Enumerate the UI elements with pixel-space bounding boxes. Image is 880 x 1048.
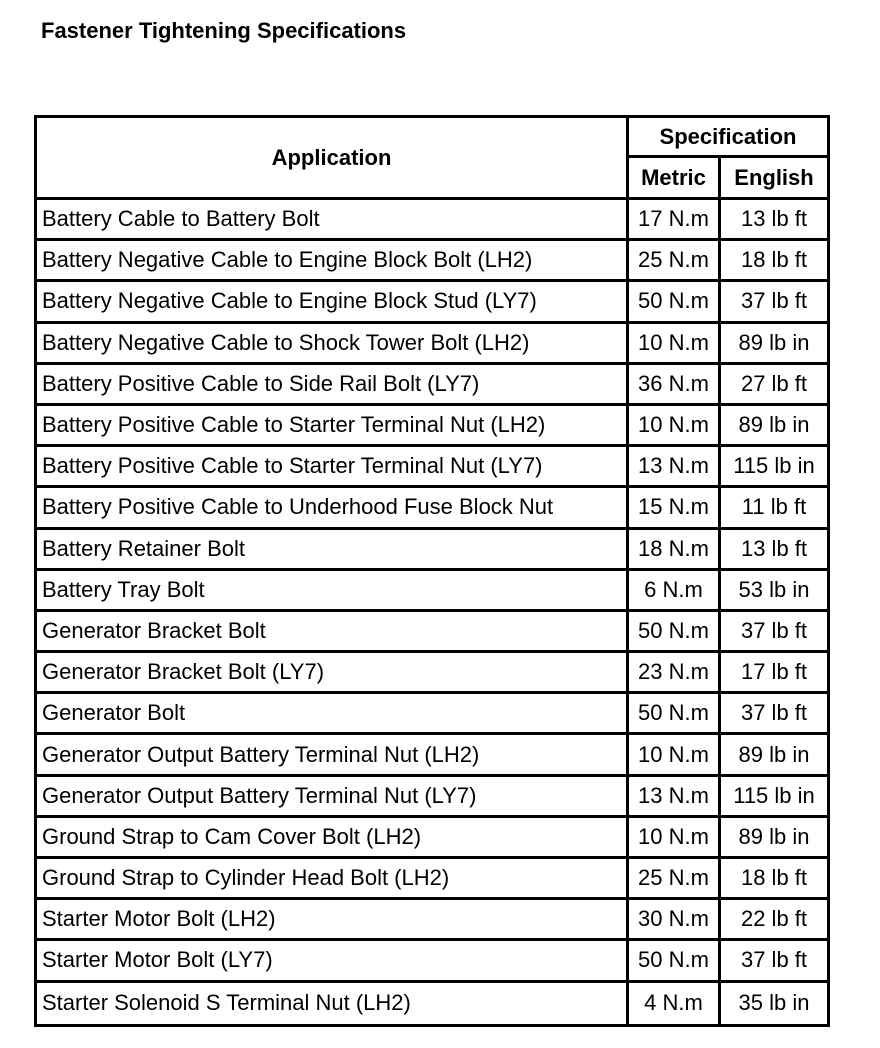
- table-row: [37, 200, 827, 241]
- cell-application: Battery Retainer Bolt: [37, 530, 629, 568]
- cell-metric: 10 N.m: [629, 324, 721, 362]
- cell-english: 37 lb ft: [740, 947, 808, 973]
- cell-application: Battery Positive Cable to Starter Terminal Nut (LH2): [37, 406, 629, 444]
- unit-headers: [629, 158, 827, 197]
- cell-english: 13 lb ft: [740, 535, 808, 561]
- cell-application: Starter Motor Bolt (LH2): [37, 900, 629, 938]
- table-row: [37, 735, 827, 776]
- cell-english: 37 lb ft: [740, 700, 808, 726]
- cell-english: 18 lb ft: [740, 865, 808, 891]
- cell-application: Battery Positive Cable to Starter Terminal Nut (LY7): [37, 447, 629, 485]
- cell-english: 115 lb in: [733, 782, 815, 808]
- table-row: [37, 282, 827, 323]
- cell-metric: 6 N.m: [629, 571, 721, 609]
- table-row: [37, 241, 827, 282]
- cell-metric: 50 N.m: [629, 282, 721, 320]
- cell-metric: 4 N.m: [629, 983, 721, 1024]
- cell-metric: 25 N.m: [629, 241, 721, 279]
- cell-english: 17 lb ft: [740, 659, 808, 685]
- table-row: [37, 983, 827, 1024]
- cell-application: Battery Cable to Battery Bolt: [37, 200, 629, 238]
- table-row: [37, 694, 827, 735]
- column-header-metric: Metric: [629, 158, 721, 197]
- cell-metric: 18 N.m: [629, 530, 721, 568]
- table-row: [37, 777, 827, 818]
- column-header-english: English: [734, 164, 814, 190]
- cell-metric: 10 N.m: [629, 406, 721, 444]
- cell-metric: 13 N.m: [629, 447, 721, 485]
- cell-english: 115 lb in: [733, 453, 815, 479]
- table-body: [37, 200, 827, 1024]
- cell-application: Starter Motor Bolt (LY7): [37, 941, 629, 979]
- cell-application: Battery Positive Cable to Underhood Fuse Block Nut: [37, 488, 629, 526]
- cell-metric: 30 N.m: [629, 900, 721, 938]
- cell-metric: 50 N.m: [629, 941, 721, 979]
- cell-english: 18 lb ft: [740, 247, 808, 273]
- cell-metric: 50 N.m: [629, 612, 721, 650]
- cell-application: Generator Output Battery Terminal Nut (LY7): [37, 777, 629, 815]
- table-row: [37, 900, 827, 941]
- cell-application: Generator Bolt: [37, 694, 629, 732]
- cell-english: 11 lb ft: [741, 494, 807, 520]
- document-title: Fastener Tightening Specifications: [41, 18, 407, 43]
- cell-application: Battery Tray Bolt: [37, 571, 629, 609]
- table-row: [37, 447, 827, 488]
- cell-metric: 10 N.m: [629, 818, 721, 856]
- table-row: [37, 859, 827, 900]
- table-row: [37, 653, 827, 694]
- cell-english: 53 lb in: [738, 576, 810, 602]
- table-row: [37, 530, 827, 571]
- cell-english: 22 lb ft: [740, 906, 808, 932]
- cell-application: Ground Strap to Cam Cover Bolt (LH2): [37, 818, 629, 856]
- table-row: [37, 488, 827, 529]
- cell-application: Battery Negative Cable to Engine Block Stud (LY7): [37, 282, 629, 320]
- cell-metric: 17 N.m: [629, 200, 721, 238]
- table-row: [37, 406, 827, 447]
- cell-english: 89 lb in: [738, 412, 810, 438]
- cell-english: 37 lb ft: [740, 617, 808, 643]
- cell-english: 27 lb ft: [740, 370, 808, 396]
- cell-application: Generator Bracket Bolt: [37, 612, 629, 650]
- cell-application: Battery Negative Cable to Shock Tower Bolt (LH2): [37, 324, 629, 362]
- table-row: [37, 571, 827, 612]
- cell-application: Generator Bracket Bolt (LY7): [37, 653, 629, 691]
- cell-metric: 15 N.m: [629, 488, 721, 526]
- table-row: [37, 612, 827, 653]
- cell-metric: 23 N.m: [629, 653, 721, 691]
- fastener-spec-table: [34, 115, 830, 1027]
- cell-metric: 50 N.m: [629, 694, 721, 732]
- cell-application: Battery Negative Cable to Engine Block Bolt (LH2): [37, 241, 629, 279]
- cell-metric: 36 N.m: [629, 365, 721, 403]
- cell-english: 89 lb in: [738, 741, 810, 767]
- cell-application: Battery Positive Cable to Side Rail Bolt (LY7): [37, 365, 629, 403]
- column-header-specification: Specification: [629, 118, 827, 158]
- cell-application: Starter Solenoid S Terminal Nut (LH2): [37, 983, 629, 1024]
- cell-english: 13 lb ft: [740, 206, 808, 232]
- cell-metric: 13 N.m: [629, 777, 721, 815]
- cell-metric: 25 N.m: [629, 859, 721, 897]
- table-row: [37, 818, 827, 859]
- table-row: [37, 324, 827, 365]
- cell-english: 37 lb ft: [740, 288, 808, 314]
- table-header: [37, 118, 827, 200]
- cell-english: 35 lb in: [738, 990, 810, 1016]
- cell-application: Ground Strap to Cylinder Head Bolt (LH2): [37, 859, 629, 897]
- specification-header-group: [629, 118, 827, 197]
- column-header-application: Application: [37, 118, 629, 197]
- cell-metric: 10 N.m: [629, 735, 721, 773]
- cell-english: 89 lb in: [738, 329, 810, 355]
- cell-application: Generator Output Battery Terminal Nut (LH2): [37, 735, 629, 773]
- cell-english: 89 lb in: [738, 823, 810, 849]
- table-row: [37, 941, 827, 982]
- table-row: [37, 365, 827, 406]
